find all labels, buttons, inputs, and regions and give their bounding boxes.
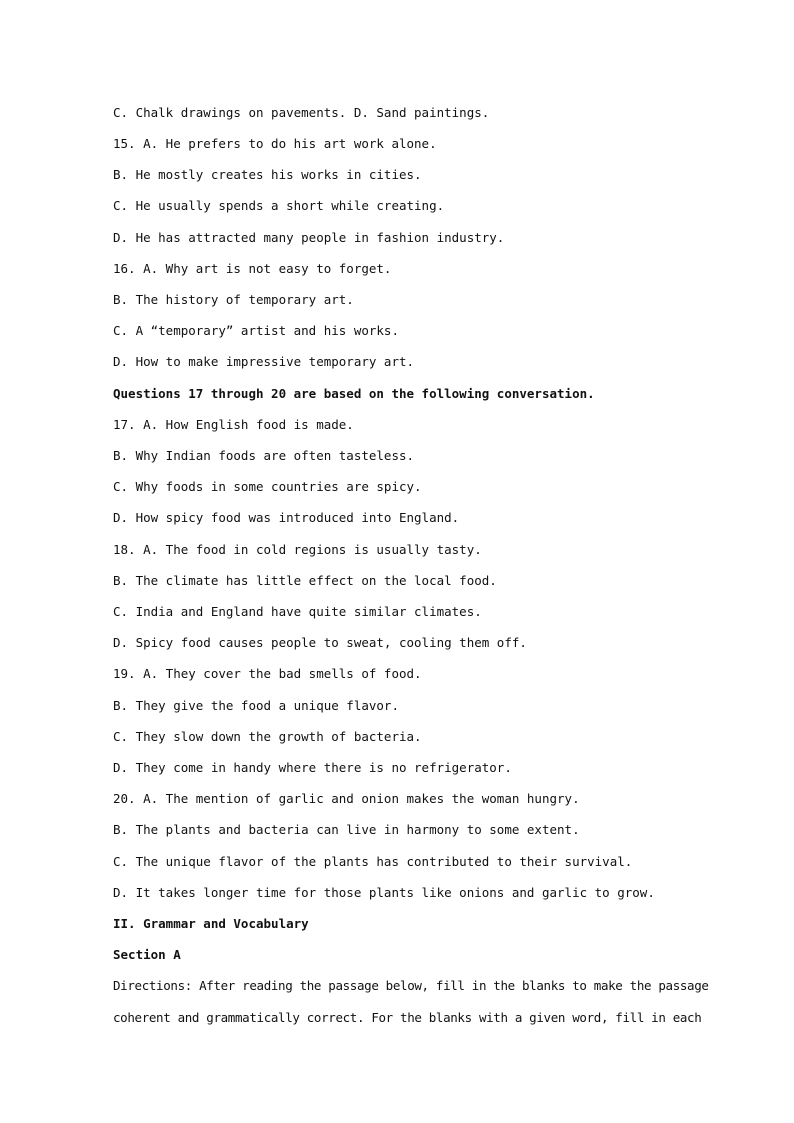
line-14-cd: C. Chalk drawings on pavements. D. Sand paintings. bbox=[113, 105, 490, 120]
section-heading-17-20: Questions 17 through 20 are based on the following conversation. bbox=[113, 386, 595, 401]
line-19-b: B. They give the food a unique flavor. bbox=[113, 698, 399, 713]
line-15-d: D. He has attracted many people in fashion industry. bbox=[113, 230, 505, 245]
directions-line-2: coherent and grammatically correct. For the blanks with a given word, fill in each bbox=[113, 1010, 702, 1025]
line-15-c: C. He usually spends a short while creating. bbox=[113, 198, 445, 213]
line-15-a: 15. A. He prefers to do his art work alone. bbox=[113, 136, 437, 151]
line-18-b: B. The climate has little effect on the local food. bbox=[113, 573, 497, 588]
line-20-a: 20. A. The mention of garlic and onion makes the woman hungry. bbox=[113, 791, 580, 806]
line-17-d: D. How spicy food was introduced into England. bbox=[113, 510, 460, 525]
line-16-b: B. The history of temporary art. bbox=[113, 292, 354, 307]
line-16-d: D. How to make impressive temporary art. bbox=[113, 354, 415, 369]
line-15-b: B. He mostly creates his works in cities. bbox=[113, 167, 422, 182]
line-19-d: D. They come in handy where there is no refrigerator. bbox=[113, 760, 512, 775]
part-heading-grammar-vocabulary: II. Grammar and Vocabulary bbox=[113, 916, 309, 931]
line-16-c: C. A “temporary” artist and his works. bbox=[113, 323, 399, 338]
line-20-d: D. It takes longer time for those plants like onions and garlic to grow. bbox=[113, 885, 655, 900]
line-18-a: 18. A. The food in cold regions is usually tasty. bbox=[113, 542, 482, 557]
line-18-c: C. India and England have quite similar climates. bbox=[113, 604, 482, 619]
line-17-b: B. Why Indian foods are often tasteless. bbox=[113, 448, 415, 463]
line-18-d: D. Spicy food causes people to sweat, cooling them off. bbox=[113, 635, 527, 650]
line-17-a: 17. A. How English food is made. bbox=[113, 417, 354, 432]
line-20-b: B. The plants and bacteria can live in harmony to some extent. bbox=[113, 822, 580, 837]
line-16-a: 16. A. Why art is not easy to forget. bbox=[113, 261, 392, 276]
directions-line-1: Directions: After reading the passage below, fill in the blanks to make the passage bbox=[113, 978, 709, 993]
line-20-c: C. The unique flavor of the plants has contributed to their survival. bbox=[113, 854, 633, 869]
line-19-c: C. They slow down the growth of bacteria. bbox=[113, 729, 422, 744]
line-19-a: 19. A. They cover the bad smells of food. bbox=[113, 666, 422, 681]
line-17-c: C. Why foods in some countries are spicy. bbox=[113, 479, 422, 494]
section-a-heading: Section A bbox=[113, 947, 181, 962]
